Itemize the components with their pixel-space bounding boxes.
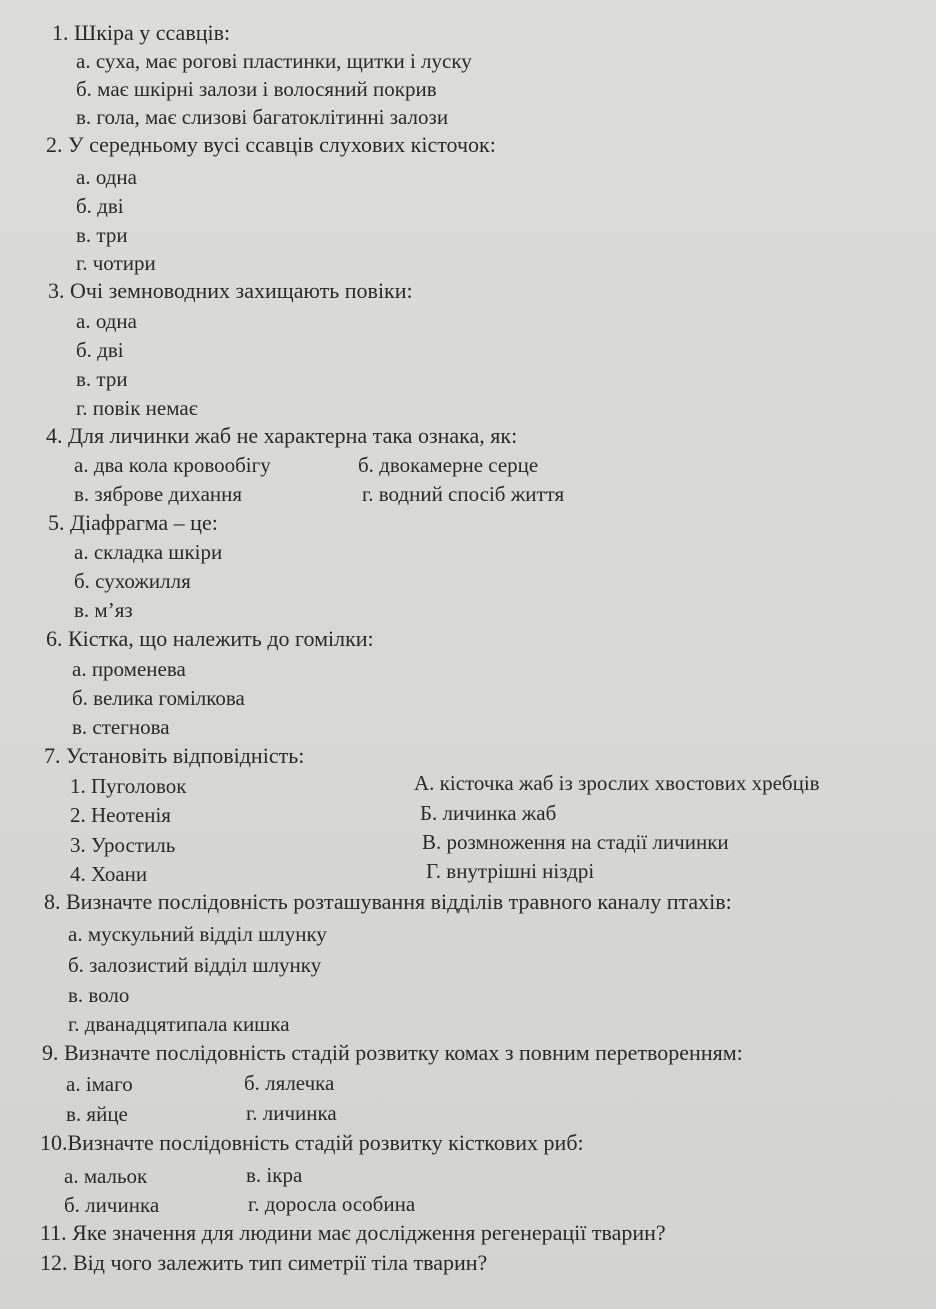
q9-option-c: в. яйце bbox=[66, 1102, 128, 1126]
q2-option-b: б. дві bbox=[76, 194, 124, 218]
q6-option-a: а. променева bbox=[72, 657, 186, 681]
q10-option-b: в. ікра bbox=[246, 1163, 303, 1187]
q5-option-b: б. сухожилля bbox=[74, 569, 191, 593]
q8-option-d: г. дванадцятипала кишка bbox=[68, 1012, 290, 1036]
q7-right-b: Б. личинка жаб bbox=[420, 801, 557, 825]
q5-option-a: а. складка шкіри bbox=[74, 540, 223, 564]
question-6: 6. Кістка, що належить до гомілки: bbox=[46, 626, 374, 651]
q1-option-b: б. має шкірні залози і волосяний покрив bbox=[76, 77, 437, 101]
q2-option-a: а. одна bbox=[76, 165, 137, 189]
question-11: 11. Яке значення для людини має дослідження регенерації тварин? bbox=[40, 1220, 666, 1245]
q7-left-2: 2. Неотенія bbox=[70, 803, 171, 827]
question-2: 2. У середньому вусі ссавців слухових кісточок: bbox=[46, 132, 496, 157]
question-3: 3. Очі земноводних захищають повіки: bbox=[48, 278, 413, 303]
q3-option-a: а. одна bbox=[76, 309, 137, 333]
q6-option-c: в. стегнова bbox=[72, 715, 170, 739]
q4-option-c: в. зяброве дихання bbox=[74, 482, 243, 506]
q2-option-c: в. три bbox=[76, 223, 128, 247]
q10-option-d: г. доросла особина bbox=[248, 1192, 416, 1216]
question-12: 12. Від чого залежить тип симетрії тіла тварин? bbox=[40, 1250, 488, 1275]
question-1: 1. Шкіра у ссавців: bbox=[52, 20, 231, 45]
q3-option-b: б. дві bbox=[76, 338, 124, 362]
q7-right-a: А. кісточка жаб із зрослих хвостових хребців bbox=[414, 771, 820, 795]
q10-option-c: б. личинка bbox=[64, 1193, 160, 1217]
q8-option-b: б. залозистий відділ шлунку bbox=[68, 953, 322, 977]
q2-option-d: г. чотири bbox=[76, 251, 156, 275]
q1-option-a: а. суха, має рогові пластинки, щитки і луску bbox=[76, 49, 472, 73]
q6-option-b: б. велика гомілкова bbox=[72, 686, 245, 710]
q5-option-c: в. м’яз bbox=[74, 598, 133, 622]
q7-right-c: В. розмноження на стадії личинки bbox=[422, 830, 729, 854]
question-10: 10.Визначте послідовність стадій розвитку кісткових риб: bbox=[40, 1130, 584, 1155]
q3-option-c: в. три bbox=[76, 367, 128, 391]
q9-option-b: б. лялечка bbox=[244, 1071, 335, 1095]
q8-option-a: а. мускульний відділ шлунку bbox=[68, 922, 327, 946]
q1-option-c: в. гола, має слизові багатоклітинні залози bbox=[76, 105, 449, 129]
q7-right-d: Г. внутрішні ніздрі bbox=[426, 859, 595, 883]
question-5: 5. Діафрагма – це: bbox=[48, 510, 218, 535]
q4-option-b: б. двокамерне серце bbox=[358, 453, 539, 477]
q9-option-a: а. імаго bbox=[66, 1072, 133, 1096]
q4-option-d: г. водний спосіб життя bbox=[362, 482, 565, 506]
question-4: 4. Для личинки жаб не характерна така ознака, як: bbox=[46, 423, 518, 448]
q7-left-4: 4. Хоани bbox=[70, 862, 148, 886]
question-9: 9. Визначте послідовність стадій розвитку комах з повним перетворенням: bbox=[42, 1040, 743, 1065]
q9-option-d: г. личинка bbox=[246, 1101, 337, 1125]
question-8: 8. Визначте послідовність розташування відділів травного каналу птахів: bbox=[44, 889, 732, 914]
q8-option-c: в. воло bbox=[68, 983, 130, 1007]
q7-left-1: 1. Пуголовок bbox=[70, 774, 187, 798]
question-7: 7. Установіть відповідність: bbox=[44, 743, 305, 768]
q7-left-3: 3. Уростиль bbox=[70, 833, 176, 857]
q10-option-a: а. мальок bbox=[64, 1164, 148, 1188]
q3-option-d: г. повік немає bbox=[76, 396, 198, 420]
q4-option-a: а. два кола кровообігу bbox=[74, 453, 271, 477]
